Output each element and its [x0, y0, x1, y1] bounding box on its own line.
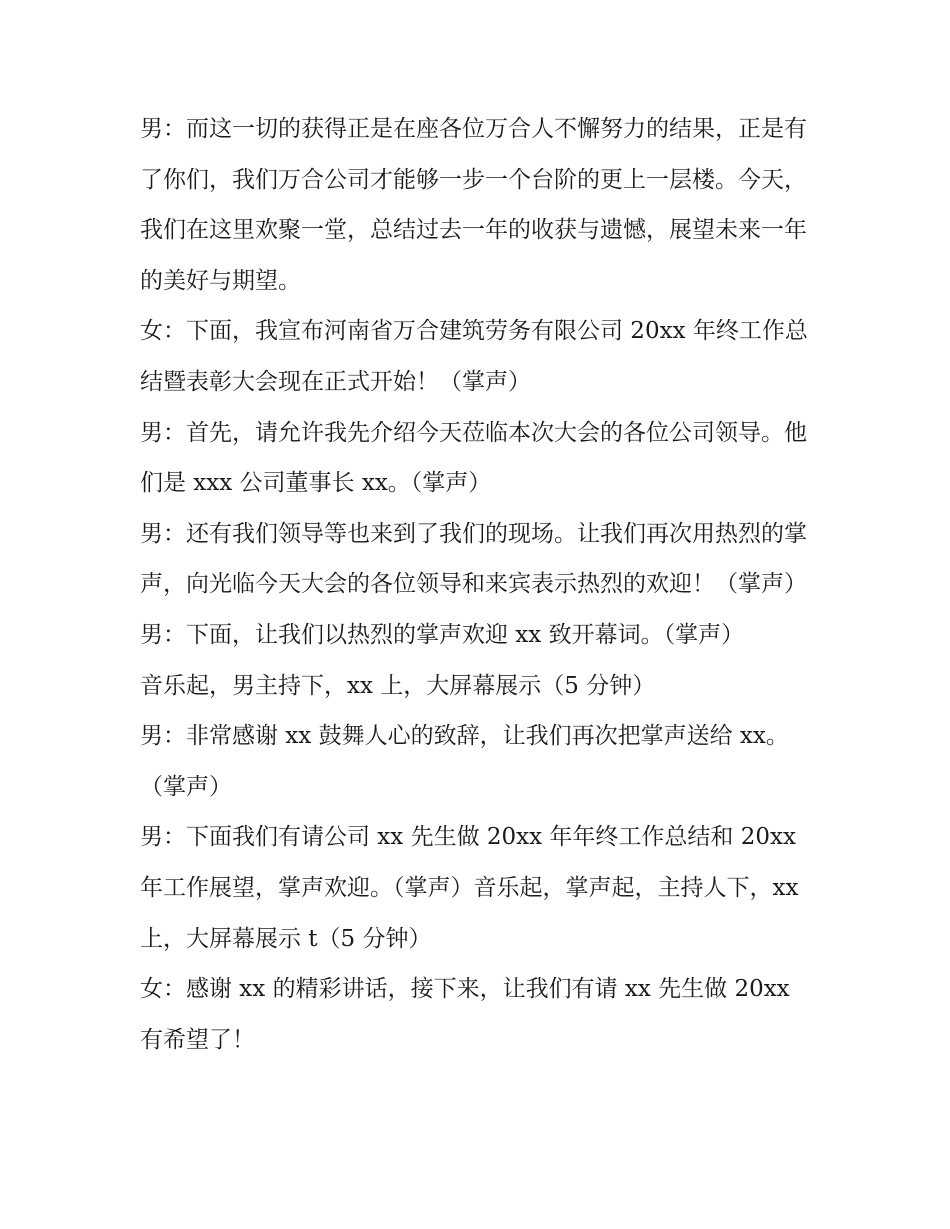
paragraph: 女：下面，我宣布河南省万合建筑劳务有限公司 20xx 年终工作总结暨表彰大会现在正式开始！（掌声） — [140, 318, 808, 395]
paragraph: 男：首先，请允许我先介绍今天莅临本次大会的各位公司领导。他们是 xxx 公司董事长 xx。（掌声） — [140, 419, 807, 497]
paragraph: 男：非常感谢 xx 鼓舞人心的致辞，让我们再次把掌声送给 xx。（掌声） — [140, 723, 789, 800]
paragraph: 女：感谢 xx 的精彩讲话，接下来，让我们有请 xx 先生做 20xx 有希望了！ — [140, 976, 790, 1053]
paragraph: 男：还有我们领导等也来到了我们的现场。让我们再次用热烈的掌声，向光临今天大会的各位领导和来宾表示热烈的欢迎！（掌声） — [140, 520, 807, 598]
document-body — [140, 104, 812, 1065]
paragraph: 男：下面，让我们以热烈的掌声欢迎 xx 致开幕词。（掌声） — [140, 621, 745, 648]
paragraph: 音乐起，男主持下，xx 上，大屏幕展示（5 分钟） — [140, 672, 656, 699]
paragraph: 男：下面我们有请公司 xx 先生做 20xx 年年终工作总结和 20xx 年工作展望，掌声欢迎。（掌声）音乐起，掌声起，主持人下，xx 上，大屏幕展示 t（5 分钟） — [140, 824, 799, 952]
paragraph: 男：而这一切的获得正是在座各位万合人不懈努力的结果，正是有了你们，我们万合公司才能够一步一个台阶的更上一层楼。今天，我们在这里欢聚一堂，总结过去一年的收获与遗憾，展望未来一年的美好与期望。 — [140, 116, 807, 294]
